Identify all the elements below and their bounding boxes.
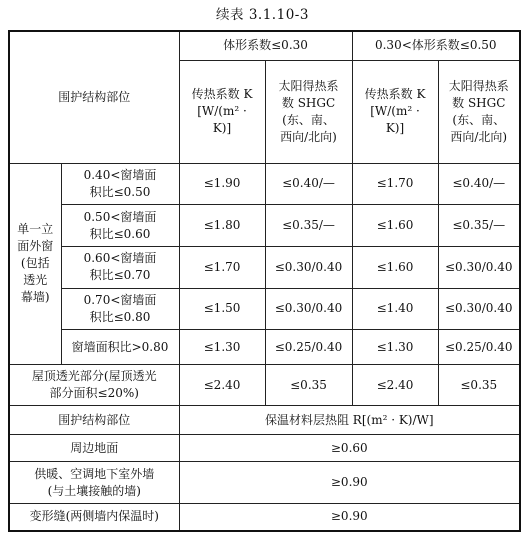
k-value-2: ≤1.70 [352, 163, 438, 205]
header-shgc-2: 太阳得热系 数 SHGC (东、南、 西向/北向) [438, 60, 520, 163]
table-row [9, 330, 520, 365]
table-row [9, 434, 520, 461]
shgc-value-1: ≤0.30/0.40 [265, 246, 352, 288]
table-row [9, 246, 520, 288]
table-row [9, 462, 520, 504]
header-shgc-1: 太阳得热系 数 SHGC (东、南、 西向/北向) [265, 60, 352, 163]
header-group-1: 体形系数≤0.30 [179, 31, 352, 60]
resistance-value: ≥0.60 [179, 434, 520, 461]
k-value-2: ≤2.40 [352, 364, 438, 406]
table-row [9, 205, 520, 247]
shgc-value-2: ≤0.40/— [438, 163, 520, 205]
shgc-value-2: ≤0.25/0.40 [438, 330, 520, 365]
shgc-value-1: ≤0.40/— [265, 163, 352, 205]
shgc-value-1: ≤0.35/— [265, 205, 352, 247]
ratio-cell: 0.50<窗墙面 积比≤0.60 [61, 205, 179, 247]
header-part: 围护结构部位 [9, 31, 179, 163]
k-value-2: ≤1.60 [352, 246, 438, 288]
shgc-value-1: ≤0.30/0.40 [265, 288, 352, 330]
resistance-label: 周边地面 [9, 434, 179, 461]
ratio-cell: 窗墙面积比>0.80 [61, 330, 179, 365]
shgc-value-2: ≤0.35/— [438, 205, 520, 247]
resistance-header-part: 围护结构部位 [9, 406, 179, 434]
shgc-value-2: ≤0.35 [438, 364, 520, 406]
k-value-1: ≤1.50 [179, 288, 265, 330]
shgc-value-2: ≤0.30/0.40 [438, 246, 520, 288]
thermal-spec-table [8, 30, 521, 532]
roof-label: 屋顶透光部分(屋顶透光 部分面积≤20%) [9, 364, 179, 406]
k-value-1: ≤1.90 [179, 163, 265, 205]
header-k-1: 传热系数 K [W/(m² · K)] [179, 60, 265, 163]
k-value-1: ≤1.80 [179, 205, 265, 247]
window-group-label: 单一立 面外窗 (包括 透光 幕墙) [9, 163, 61, 364]
ratio-cell: 0.60<窗墙面 积比≤0.70 [61, 246, 179, 288]
k-value-1: ≤2.40 [179, 364, 265, 406]
resistance-label: 供暖、空调地下室外墙 (与土壤接触的墙) [9, 462, 179, 504]
table-title: 续表 3.1.10-3 [216, 7, 309, 23]
roof-row [9, 364, 520, 406]
k-value-1: ≤1.30 [179, 330, 265, 365]
shgc-value-1: ≤0.25/0.40 [265, 330, 352, 365]
resistance-value: ≥0.90 [179, 462, 520, 504]
shgc-value-1: ≤0.35 [265, 364, 352, 406]
header-group-2: 0.30<体形系数≤0.50 [352, 31, 520, 60]
k-value-1: ≤1.70 [179, 246, 265, 288]
resistance-value: ≥0.90 [179, 503, 520, 531]
ratio-cell: 0.70<窗墙面 积比≤0.80 [61, 288, 179, 330]
table-row [9, 288, 520, 330]
table-row [9, 163, 520, 205]
shgc-value-2: ≤0.30/0.40 [438, 288, 520, 330]
k-value-2: ≤1.30 [352, 330, 438, 365]
resistance-header-row [9, 406, 520, 434]
table-row [9, 503, 520, 531]
header-k-2: 传热系数 K [W/(m² · K)] [352, 60, 438, 163]
header-row-1 [9, 31, 520, 60]
k-value-2: ≤1.60 [352, 205, 438, 247]
k-value-2: ≤1.40 [352, 288, 438, 330]
resistance-header-value: 保温材料层热阻 R[(m² · K)/W] [179, 406, 520, 434]
ratio-cell: 0.40<窗墙面 积比≤0.50 [61, 163, 179, 205]
resistance-label: 变形缝(两侧墙内保温时) [9, 503, 179, 531]
